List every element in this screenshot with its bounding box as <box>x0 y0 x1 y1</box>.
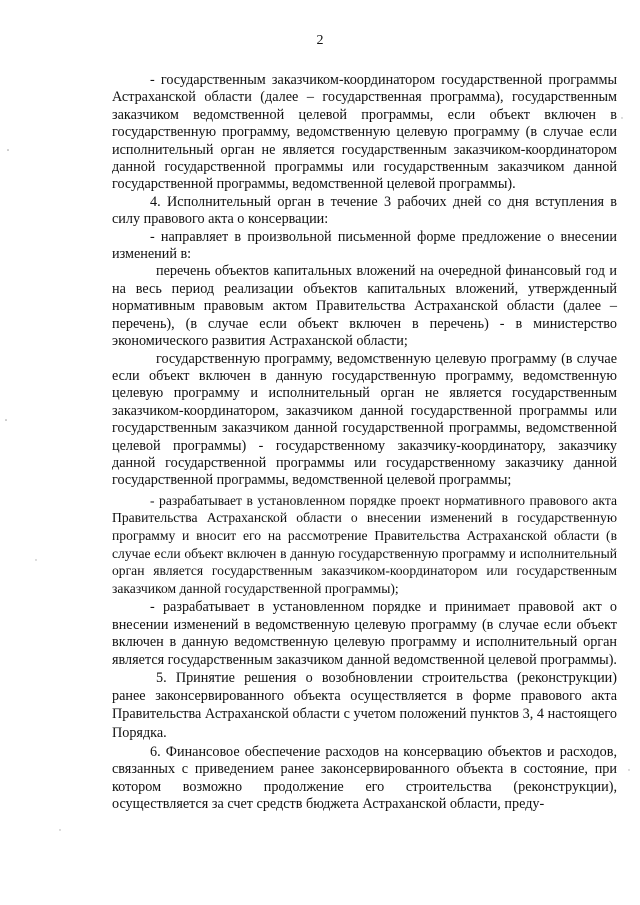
paragraph-departmental-program: - разрабатывает в установленном порядке и принимает правовой акт о внесении изменений в ведомственную целевую программу (в случае если объект включен в данную ведомственную целевую программу и исполнительный орган является государственным заказчиком данной ведомственной целевой программы). <box>112 599 617 668</box>
document-body <box>112 72 617 813</box>
page-number: 2 <box>316 33 324 48</box>
paragraph-state-program: государственную программу, ведомственную целевую программу (в случае если объект включен в данную государственную программу, ведомственную целевую программу и исполнительный орган не является государственным заказчиком-координатором, заказчиком данной государственной программы или государственным заказчиком данной государственной программы, ведомственной целевой программы) - государственному заказчику-координатору, заказчику данной государственной программы или государственному заказчику данной государственной программы, ведомственной целевой программы; <box>112 350 617 489</box>
paragraph-item-5: 5. Принятие решения о возобновлении строительства (реконструкции) ранее законсервированного объекта осуществляется в форме правового акта Правительства Астраханской области с учетом положений пунктов 3, 4 настоящего Порядка. <box>112 669 617 741</box>
paragraph-capital-investments-list: перечень объектов капитальных вложений на очередной финансовый год и на весь период реализации объектов капитальных вложений, утвержденный нормативным правовым актом Правительства Астраханской области (далее – перечень), (в случае если объект включен в перечень) - в министерство экономического развития Астраханской области; <box>112 263 617 350</box>
paragraph-coordinator: - государственным заказчиком-координатором государственной программы Астраханской области (далее – государственная программа), государственным заказчиком ведомственной целевой программы, если объект включен в государственную программу, ведомственную целевую программу (в случае если исполнительный орган не является государственным заказчиком-координатором данной государственной программы или государственным заказчиком данной государственной программы, ведомственной целевой программы). <box>112 72 617 193</box>
paragraph-draft-legal-act: - разрабатывает в установленном порядке проект нормативного правового акта Правительства Астраханской области о внесении изменений в государственную программу и вносит его на рассмотрение Правительства Астраханской области (в случае если объект включен в данную государственную программу и исполнительный орган является государственным заказчиком-координатором или государственным заказчиком данной государственной программы); <box>112 492 617 596</box>
paragraph-sends-proposal: - направляет в произвольной письменной форме предложение о внесении изменений в: <box>112 228 617 263</box>
paragraph-item-4: 4. Исполнительный орган в течение 3 рабочих дней со дня вступления в силу правового акта о консервации: <box>112 193 617 228</box>
paragraph-item-6: 6. Финансовое обеспечение расходов на консервацию объектов и расходов, связанных с приведением ранее законсервированного объекта в состояние, при котором возможно продолжение его строительства (реконструкции), осуществляется за счет средств бюджета Астраханской области, преду- <box>112 743 617 812</box>
